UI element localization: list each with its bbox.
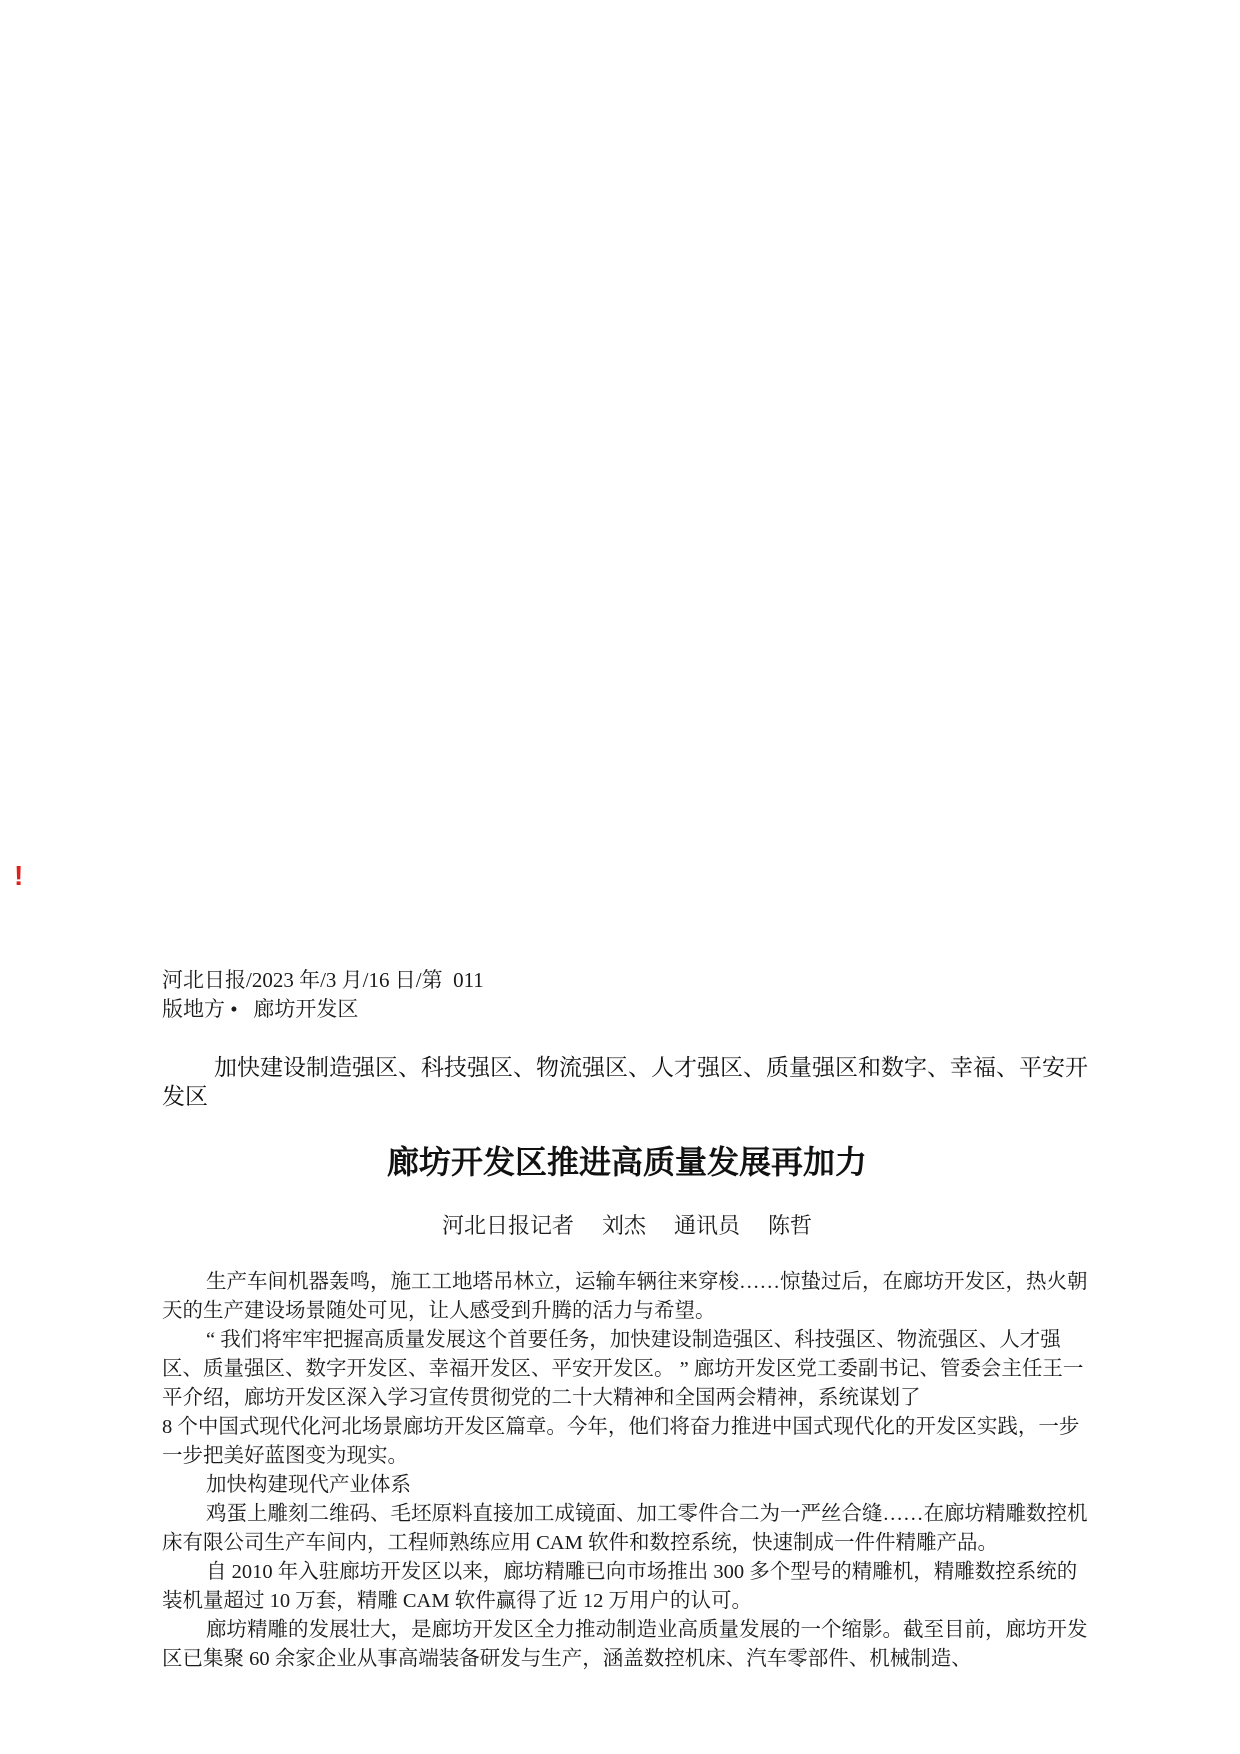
paragraph: “ 我们将牢牢把握高质量发展这个首要任务，加快建设制造强区、科技强区、物流强区、人才强区、质量强区、数字开发区、幸福开发区、平安开发区。 ” 廊坊开发区党工委副书记、管委会主任王一平介绍，廊坊开发区深入学习宣传贯彻党的二十大精神和全国两会精神，系统谋划了 [162,1329,1084,1409]
paragraph: 自 2010 年入驻廊坊开发区以来，廊坊精雕已向市场推出 300 多个型号的精雕机，精雕数控系统的装机量超过 10 万套，精雕 CAM 软件赢得了近 12 万用户的认可。 [162,1561,1078,1612]
article-subtitle-text: 加快建设制造强区、科技强区、物流强区、人才强区、质量强区和数字、幸福、平安开发区 [162,1055,1088,1110]
publication-info-line-2: 版地方 • 廊坊开发区 [162,997,359,1021]
paragraph: 8 个中国式现代化河北场景廊坊开发区篇章。今年，他们将奋力推进中国式现代化的开发区实践，一步一步把美好蓝图变为现实。 [162,1416,1080,1467]
publication-info-line-1: 河北日报/2023 年/3 月/16 日/第 011 [162,968,484,992]
publication-info [162,966,484,1024]
red-exclamation-mark: ! [14,860,24,891]
article-body [162,1268,1092,1674]
article-subtitle [162,1054,1092,1112]
paragraph: 廊坊精雕的发展壮大，是廊坊开发区全力推动制造业高质量发展的一个缩影。截至目前，廊坊开发区已集聚 60 余家企业从事高端装备研发与生产，涵盖数控机床、汽车零部件、机械制造、 [162,1619,1088,1670]
paragraph: 鸡蛋上雕刻二维码、毛坯原料直接加工成镜面、加工零件合二为一严丝合缝……在廊坊精雕数控机床有限公司生产车间内，工程师熟练应用 CAM 软件和数控系统，快速制成一件件精雕产品。 [162,1503,1088,1554]
article-byline: 河北日报记者 刘杰 通讯员 陈哲 [442,1214,812,1239]
article-headline: 廊坊开发区推进高质量发展再加力 [386,1143,867,1181]
paragraph: 生产车间机器轰鸣，施工工地塔吊林立，运输车辆往来穿梭……惊蛰过后，在廊坊开发区，热火朝天的生产建设场景随处可见，让人感受到升腾的活力与希望。 [162,1271,1088,1322]
section-heading: 加快构建现代产业体系 [206,1474,411,1496]
